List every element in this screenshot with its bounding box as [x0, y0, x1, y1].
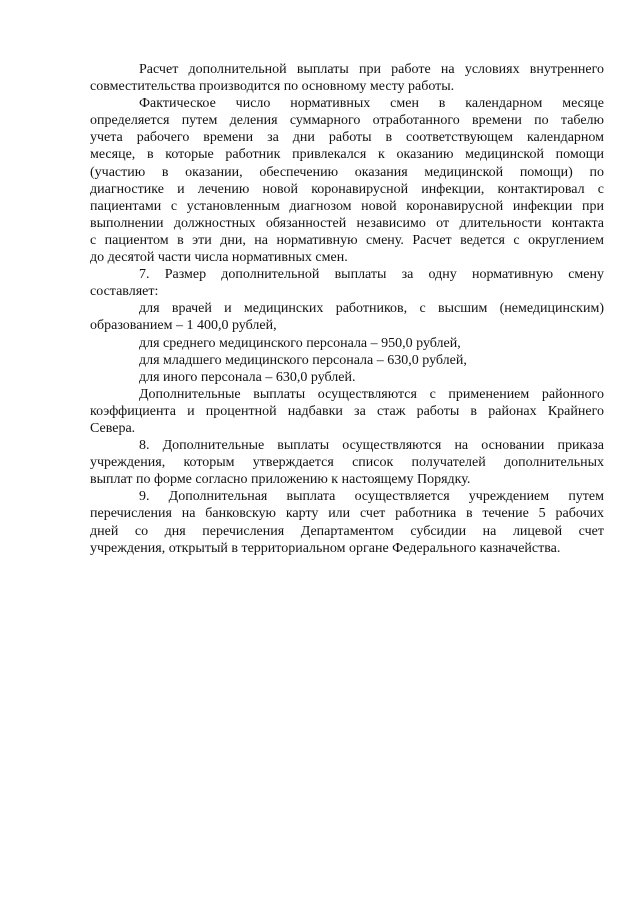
paragraph-line: (участию в оказании, обеспечению оказания медицинской помощи) по [90, 164, 604, 180]
paragraph-line: выплат по форме согласно приложению к настоящему Порядку. [90, 472, 471, 488]
paragraph-line: для среднего медицинского персонала – 950,0 рублей, [139, 335, 461, 351]
paragraph-line: 7. Размер дополнительной выплаты за одну нормативную смену [139, 267, 604, 283]
paragraph-line: учреждения, открытый в территориальном органе Федерального казначейства. [90, 540, 561, 556]
paragraph-line: для врачей и медицинских работников, с высшим (немедицинским) [139, 301, 604, 317]
paragraph-line: пациентами с установленным диагнозом новой коронавирусной инфекции при [90, 198, 604, 214]
paragraph-line: для иного персонала – 630,0 рублей. [139, 369, 356, 385]
paragraph-line: образованием – 1 400,0 рублей, [90, 318, 277, 334]
paragraph-line: диагностике и лечению новой коронавирусной инфекции, контактировал с [90, 181, 604, 197]
paragraph-line: для младшего медицинского персонала – 630,0 рублей, [139, 352, 467, 368]
paragraph-line: коэффициента и процентной надбавки за стаж работы в районах Крайнего [90, 403, 604, 419]
paragraph-line: выполнении должностных обязанностей независимо от длительности контакта [90, 215, 604, 231]
paragraph-line: 8. Дополнительные выплаты осуществляются на основании приказа [139, 438, 604, 454]
paragraph-line: Фактическое число нормативных смен в календарном месяце [139, 96, 604, 112]
paragraph-line: Севера. [90, 420, 136, 436]
paragraph-line: до десятой части числа нормативных смен. [90, 250, 348, 266]
paragraph-line: с пациентом в эти дни, на нормативную смену. Расчет ведется с округлением [90, 232, 604, 248]
paragraph-line: совместительства производится по основному месту работы. [90, 79, 455, 95]
paragraph-line: составляет: [90, 284, 159, 300]
paragraph-line: учета рабочего времени за дни работы в соответствующем календарном [90, 130, 604, 146]
paragraph-line: Дополнительные выплаты осуществляются с применением районного [139, 386, 604, 402]
paragraph-line: учреждения, которым утверждается список получателей дополнительных [90, 455, 604, 471]
paragraph-line: определяется путем деления суммарного отработанного времени по табелю [90, 113, 604, 129]
paragraph-line: Расчет дополнительной выплаты при работе на условиях внутреннего [139, 62, 604, 77]
paragraph-line: перечисления на банковскую карту или счет работника в течение 5 рабочих [90, 506, 604, 522]
document-text [90, 61, 604, 557]
paragraph-line: месяце, в которые работник привлекался к оказанию медицинской помощи [90, 147, 604, 163]
paragraph-line: дней со дня перечисления Департаментом субсидии на лицевой счет [90, 523, 604, 539]
paragraph-line: 9. Дополнительная выплата осуществляется учреждением путем [139, 489, 604, 505]
